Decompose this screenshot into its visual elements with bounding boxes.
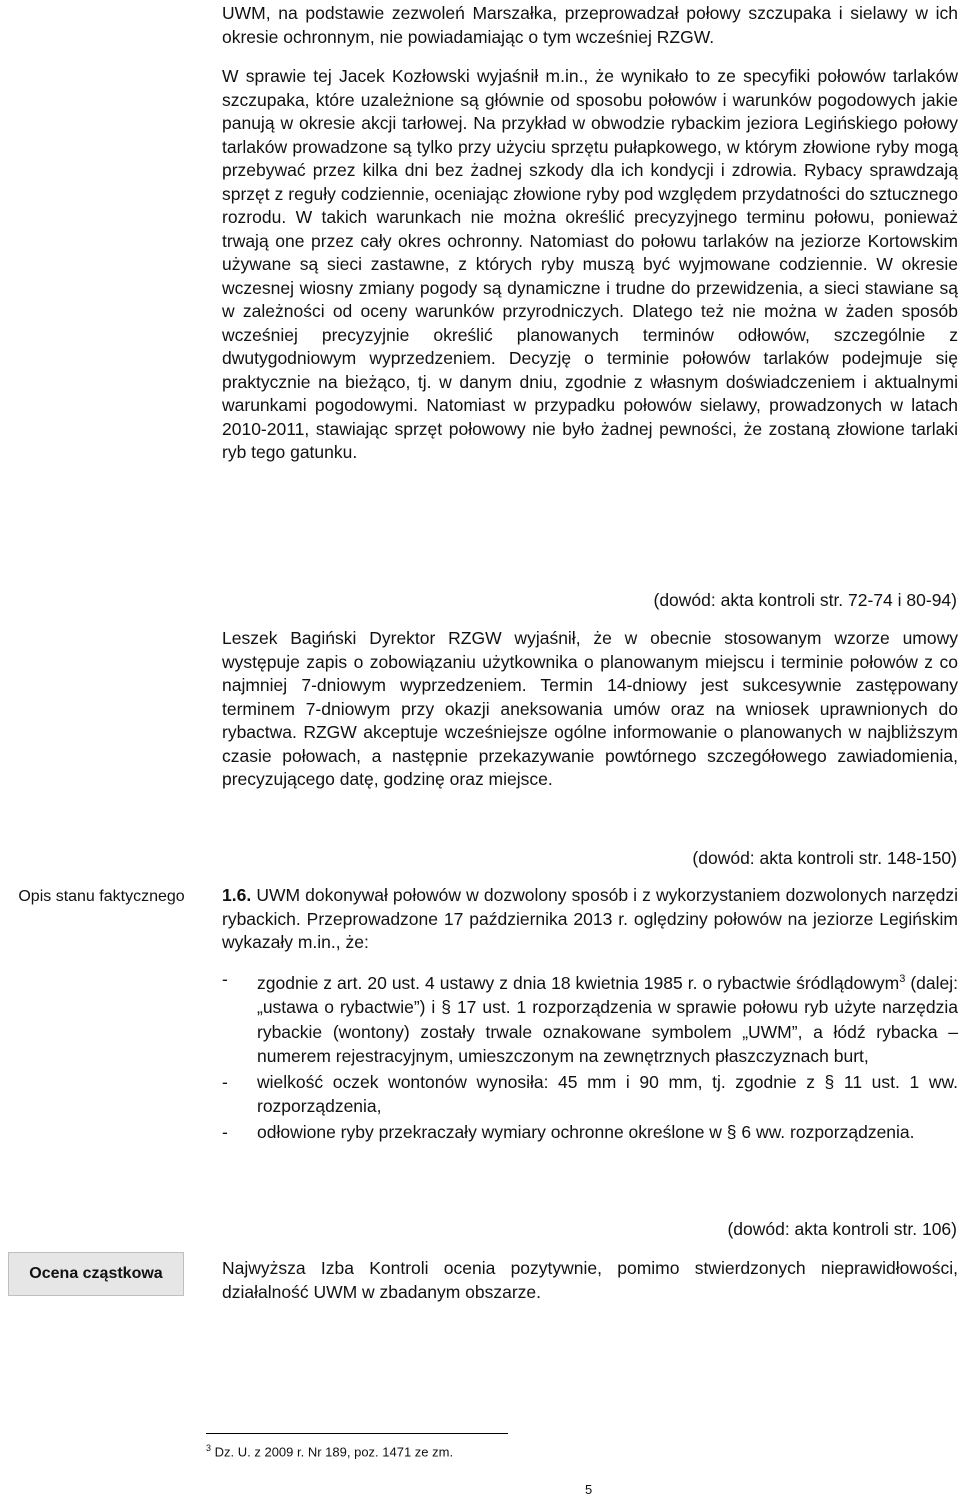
evidence-reference-2: (dowód: akta kontroli str. 148-150) [692,848,957,868]
list-dash: - [222,969,228,989]
footnote-text: Dz. U. z 2009 r. Nr 189, poz. 1471 ze zm. [214,1444,454,1460]
list-item [222,967,958,1069]
paragraph-assessment: Najwyższa Izba Kontroli ocenia pozytywnie, pomimo stwierdzonych nieprawidłowości, działalność UWM w zbadanym obszarze. [222,1258,958,1302]
list-item [222,1120,958,1145]
list-dash: - [222,1071,228,1092]
footnote-separator [206,1433,508,1434]
list-item-text: wielkość oczek wontonów wynosiła: 45 mm i 90 mm, tj. zgodnie z § 11 ust. 1 ww. rozporządzenia, [257,1071,958,1117]
footnote [206,1443,453,1459]
list-item-text: odłowione ryby przekraczały wymiary ochronne określone w § 6 ww. rozporządzenia. [257,1121,915,1142]
evidence-reference-1: (dowód: akta kontroli str. 72-74 i 80-94) [653,590,957,610]
paragraph-intro: UWM, na podstawie zezwoleń Marszałka, przeprowadzał połowy szczupaka i sielawy w ich okresie ochronnym, nie powiadamiając o tym wcześniej RZGW. [222,3,958,47]
list-dash: - [222,1121,228,1142]
section-1-6 [222,884,958,955]
footnote-number: 3 [206,1443,212,1453]
paragraph-explanation-baginski: Leszek Bagiński Dyrektor RZGW wyjaśnił, że w obecnie stosowanym wzorze umowy występuje zapis o zobowiązaniu użytkownika o planowanym miejscu i terminie połowów z co najmniej 7-dniowym wyprzedzeniem. Termin 14-dniowy jest sukcesywnie zastępowany terminem 7-dniowym przy okazji aneksowania umów oraz na wniosek uprawnionych do rybactwa. RZGW akceptuje wcześniejsze ogólne informowanie o planowanych w najbliższym czasie połowach, a następnie przekazywanie powtórnego szczegółowego zawiadomienia, precyzującego datę, godzinę oraz miejsce. [222,628,958,789]
list-item [222,1070,958,1119]
sidebar-label-ocena: Ocena cząstkowa [8,1252,184,1296]
evidence-reference-3: (dowód: akta kontroli str. 106) [727,1219,957,1239]
list-item-text-cont: (dalej: „ustawa o rybactwie”) i § 17 ust. 1 rozporządzenia w sprawie połowu ryb użyte narzędzia rybackie (wontony) zostały trwale oznakowane symbolem „UWM”, a łódź rybacka – numerem rejestracyjnym, umieszczonym na zewnętrznych płaszczyznach burt, [257,972,958,1067]
findings-list [222,967,958,1145]
section-1-6-text: UWM dokonywał połowów w dozwolony sposób i z wykorzystaniem dozwolonych narzędzi rybackich. Przeprowadzone 17 października 2013 r. oględziny połowów na jeziorze Legińskim wykazały m.in., że: [222,885,958,952]
paragraph-explanation-kozlowski: W sprawie tej Jacek Kozłowski wyjaśnił m.in., że wynikało to ze specyfiki połowów tarlaków szczupaka, które uzależnione są głównie od sposobu połowów i warunków pogodowych jakie panują w okresie akcji tarłowej. Na przykład w obwodzie rybackim jeziora Legińskiego połowy tarlaków prowadzone są tylko przy użyciu sprzętu pułapkowego, w którym złowione ryby mogą przebywać przez kilka dni bez żadnej szkody dla ich kondycji i zdrowia. Rybacy sprawdzają sprzęt z reguły codziennie, oceniając złowione ryby pod względem przydatności do sztucznego rozrodu. W takich warunkach nie można określić precyzyjnego terminu połowu, ponieważ trwają one przez cały okres ochronny. Natomiast do połowu tarlaków na jeziorze Kortowskim używane są sieci zastawne, z których ryby muszą być wyjmowane codziennie. W okresie wczesnej wiosny zmiany pogody są dynamiczne i trudne do przewidzenia, a sieci stawiane są w zależności od oceny warunków przyrodniczych. Dlatego też nie można w żaden sposób wcześniej precyzyjnie określić planowanych terminów odłowów, szczególnie z dwutygodniowym wyprzedzeniem. Decyzję o terminie połowów tarlaków podejmuje się praktycznie na bieżąco, tj. w danym dniu, zgodnie z własnym doświadczeniem i aktualnymi warunkami pogodowymi. Natomiast w przypadku połowów sielawy, prowadzonych w latach 2010-2011, stawiając sprzęt połowowy nie było żadnej pewności, że zostaną złowione tarlaki ryb tego gatunku. [222,66,958,462]
list-item-text: zgodnie z art. 20 ust. 4 ustawy z dnia 18 kwietnia 1985 r. o rybactwie śródlądowym [257,972,900,993]
section-number: 1.6. [222,885,252,905]
sidebar-label-opis: Opis stanu faktycznego [18,888,185,905]
page-number: 5 [585,1482,593,1497]
footnote-ref: 3 [899,973,906,985]
